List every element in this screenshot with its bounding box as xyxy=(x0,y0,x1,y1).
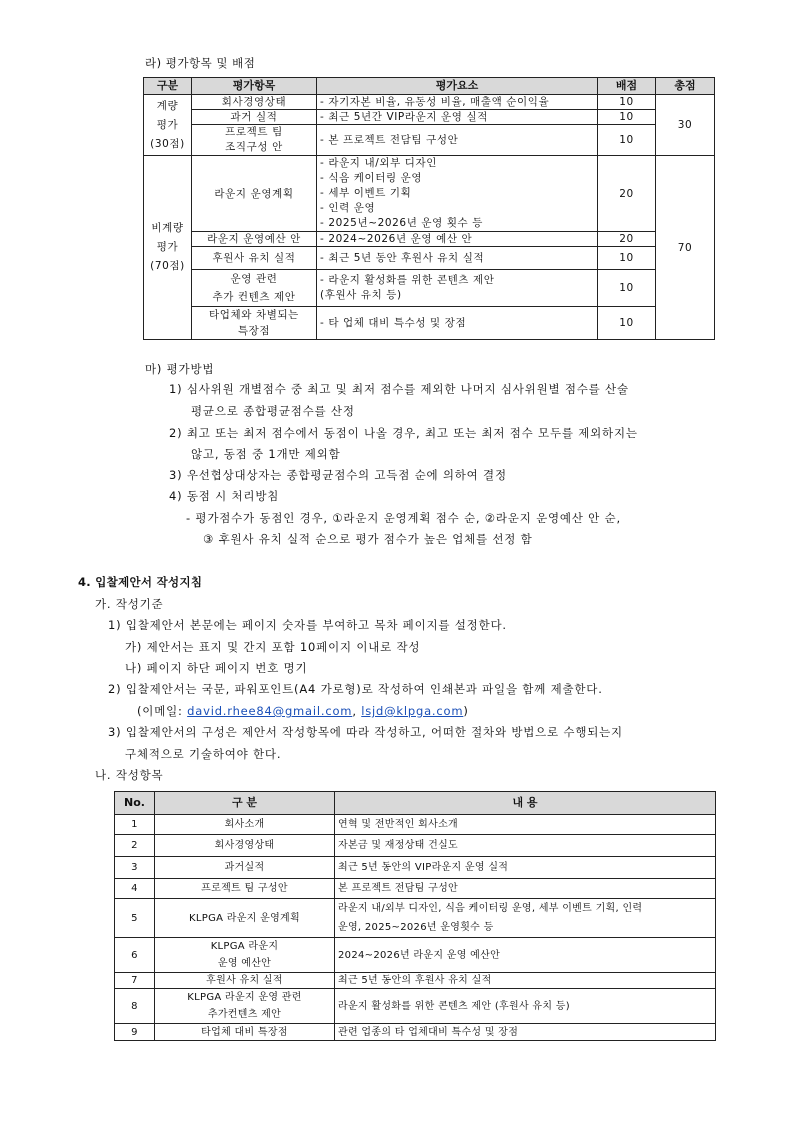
nonquant-group-line: (70점) xyxy=(150,260,185,272)
eval-element-cell xyxy=(317,95,598,110)
eval-item-line: 특장점 xyxy=(237,325,271,337)
items-no: 4 xyxy=(115,879,155,899)
eval-element-cell xyxy=(317,307,598,340)
quant-row xyxy=(144,95,715,110)
items-content xyxy=(338,881,712,896)
eval-element-line: - 최근 5년간 VIP라운지 운영 실적 xyxy=(320,111,488,123)
eval-element-cell xyxy=(317,156,598,232)
method-item-2-cont: 않고, 동점 중 1개만 제외함 xyxy=(191,447,341,461)
nonquant-group xyxy=(147,219,188,276)
items-no: 6 xyxy=(115,938,155,973)
eval-item xyxy=(195,251,313,265)
eval-element xyxy=(320,232,594,246)
eval-element-line: - 2024~2026년 운영 예산 안 xyxy=(320,233,473,245)
eval-element-line: - 세부 이벤트 기획 xyxy=(320,187,412,199)
items-content-cell xyxy=(335,835,716,857)
header-score: 배점 xyxy=(598,78,656,95)
items-row xyxy=(115,973,716,989)
eval-score: 10 xyxy=(598,270,656,307)
nonquant-row xyxy=(144,247,715,270)
eval-item-line: 후원사 유치 실적 xyxy=(212,252,296,264)
items-category-line: KLPGA 라운지 xyxy=(210,941,279,952)
items-content xyxy=(338,838,712,853)
eval-element-cell xyxy=(317,125,598,156)
items-content-cell xyxy=(335,938,716,973)
quant-group-line: (30점) xyxy=(150,137,185,150)
guide-line-1: 1) 입찰제안서 본문에는 페이지 숫자를 부여하고 목차 페이지를 설정한다. xyxy=(108,618,507,632)
nonquant-group-line: 평가 xyxy=(156,241,179,253)
items-content-line: 2024~2026년 라운지 운영 예산안 xyxy=(338,949,501,961)
items-content-line: 운영, 2025~2026년 운영횟수 등 xyxy=(338,922,494,933)
items-row xyxy=(115,879,716,899)
eval-item-cell xyxy=(192,232,317,247)
items-content xyxy=(338,860,712,875)
quant-total: 30 xyxy=(656,95,715,156)
eval-item-line: 조직구성 안 xyxy=(225,141,283,153)
eval-element-line: - 라운지 내/외부 디자인 xyxy=(320,157,438,169)
items-content-line: 연혁 및 전반적인 회사소개 xyxy=(338,819,458,830)
eval-element-cell xyxy=(317,270,598,307)
eval-element-cell xyxy=(317,247,598,270)
items-no: 3 xyxy=(115,857,155,879)
items-category-line: 프로젝트 팀 구성안 xyxy=(201,883,288,894)
eval-item xyxy=(195,270,313,306)
writing-items-table xyxy=(114,791,716,1041)
items-content-line: 본 프로젝트 전담팀 구성안 xyxy=(338,883,458,894)
eval-score: 10 xyxy=(598,125,656,156)
email-link-david[interactable]: david.rhee84@gmail.com xyxy=(187,704,353,718)
items-content-line: 최근 5년 동안의 VIP라운지 운영 실적 xyxy=(338,862,509,873)
items-content xyxy=(338,899,712,937)
items-category xyxy=(158,989,331,1023)
eval-score: 10 xyxy=(598,247,656,270)
items-category xyxy=(158,838,331,853)
eval-score: 10 xyxy=(598,307,656,340)
items-no: 9 xyxy=(115,1024,155,1041)
items-category-cell xyxy=(155,857,335,879)
items-content-cell xyxy=(335,989,716,1024)
method-heading: 마) 평가방법 xyxy=(145,362,215,376)
items-content xyxy=(338,948,712,963)
eval-element-line: - 타 업체 대비 특수성 및 장점 xyxy=(320,317,467,329)
quant-group-line: 평가 xyxy=(156,118,179,131)
email-prefix: (이메일: xyxy=(137,704,188,718)
eval-score: 10 xyxy=(598,110,656,125)
quant-group xyxy=(147,97,188,154)
items-content xyxy=(338,817,712,832)
items-category-cell xyxy=(155,989,335,1024)
eval-score: 20 xyxy=(598,156,656,232)
items-header-category: 구 분 xyxy=(155,792,335,815)
items-no: 8 xyxy=(115,989,155,1024)
items-category-line: 회사경영상태 xyxy=(214,840,275,851)
eval-element-cell xyxy=(317,232,598,247)
items-category xyxy=(158,938,331,972)
method-item-2: 2) 최고 또는 최저 점수에서 동점이 나올 경우, 최고 또는 최저 점수 모두를 제외하지는 xyxy=(169,426,638,440)
eval-item xyxy=(195,125,313,155)
eval-score: 10 xyxy=(598,95,656,110)
header-total: 총점 xyxy=(656,78,715,95)
guide-line-1b: 나) 페이지 하단 페이지 번호 명기 xyxy=(125,661,308,675)
evaluation-table xyxy=(143,77,715,340)
items-content-line: 관련 업종의 타 업체대비 특수성 및 장점 xyxy=(338,1026,519,1038)
section4-title: 4. 입찰제안서 작성지침 xyxy=(78,575,203,589)
nonquant-group-label xyxy=(144,156,192,340)
guide-line-3: 3) 입찰제안서의 구성은 제안서 작성항목에 따라 작성하고, 어떠한 절차와 방법으로 수행되는지 xyxy=(108,725,623,739)
email-separator: , xyxy=(352,704,362,718)
items-content-cell xyxy=(335,1024,716,1041)
items-content-line: 라운지 활성화를 위한 콘텐츠 제안 (후원사 유치 등) xyxy=(338,1000,570,1012)
items-category-cell xyxy=(155,879,335,899)
items-no: 7 xyxy=(115,973,155,989)
items-header-no: No. xyxy=(115,792,155,815)
items-header-row xyxy=(115,792,716,815)
items-category-cell xyxy=(155,899,335,938)
eval-element-line: (후원사 유치 등) xyxy=(320,289,402,301)
guide-line-2: 2) 입찰제안서는 국문, 파워포인트(A4 가로형)로 작성하여 인쇄본과 파일을 함께 제출한다. xyxy=(108,682,603,696)
eval-element-cell xyxy=(317,110,598,125)
eval-element-line: - 본 프로젝트 전담팀 구성안 xyxy=(320,134,459,146)
items-category-cell xyxy=(155,815,335,835)
section4-ga: 가. 작성기준 xyxy=(95,597,164,611)
items-category-cell xyxy=(155,835,335,857)
items-content-cell xyxy=(335,815,716,835)
eval-element-line: - 라운지 활성화를 위한 콘텐츠 제안 xyxy=(320,274,495,286)
items-category xyxy=(158,1025,331,1040)
eval-item-line: 라운지 운영예산 안 xyxy=(207,233,301,245)
email-suffix: ) xyxy=(463,704,469,718)
section4-na: 나. 작성항목 xyxy=(95,768,164,782)
items-row xyxy=(115,857,716,879)
eval-item-cell xyxy=(192,270,317,307)
items-no: 2 xyxy=(115,835,155,857)
eval-item-line: 과거 실적 xyxy=(230,111,278,123)
eval-element-line: - 자기자본 비율, 유동성 비율, 매출액 순이익율 xyxy=(320,96,550,108)
items-category-line: 후원사 유치 실적 xyxy=(206,975,283,986)
quant-row xyxy=(144,125,715,156)
eval-item-cell xyxy=(192,95,317,110)
guide-line-1a: 가) 제안서는 표지 및 간지 포함 10페이지 이내로 작성 xyxy=(125,640,421,654)
items-category-line: 타업체 대비 특장점 xyxy=(201,1026,288,1038)
items-content-cell xyxy=(335,879,716,899)
eval-element xyxy=(320,251,594,265)
method-item-1: 1) 심사위원 개별점수 중 최고 및 최저 점수를 제외한 나머지 심사위원별 점수를 산술 xyxy=(169,382,629,396)
items-category-line: 회사소개 xyxy=(224,819,265,830)
guide-line-3-cont: 구체적으로 기술하여야 한다. xyxy=(125,747,282,761)
nonquant-row xyxy=(144,232,715,247)
eval-item-cell xyxy=(192,247,317,270)
quant-group-label xyxy=(144,95,192,156)
items-category xyxy=(158,881,331,896)
eval-item xyxy=(195,95,313,109)
eval-item-line: 프로젝트 팀 xyxy=(225,126,283,138)
items-category xyxy=(158,817,331,832)
items-category-line: 운영 예산안 xyxy=(217,958,272,969)
items-content-cell xyxy=(335,857,716,879)
eval-element-line: - 2025년~2026년 운영 횟수 등 xyxy=(320,217,483,229)
header-item: 평가항목 xyxy=(192,78,317,95)
items-content-line: 자본금 및 재정상태 건실도 xyxy=(338,840,458,851)
quant-row xyxy=(144,110,715,125)
eval-heading: 라) 평가항목 및 배점 xyxy=(145,56,256,70)
items-no: 1 xyxy=(115,815,155,835)
items-content xyxy=(338,999,712,1014)
eval-element xyxy=(320,156,594,231)
method-item-4-detail: - 평가점수가 동점인 경우, ①라운지 운영계획 점수 순, ②라운지 운영예산 안 순, xyxy=(186,511,621,525)
nonquant-row xyxy=(144,307,715,340)
eval-element xyxy=(320,273,594,303)
eval-item-cell xyxy=(192,125,317,156)
items-category-line: 과거실적 xyxy=(224,862,265,873)
eval-item-line: 추가 컨텐츠 제안 xyxy=(212,291,296,303)
header-category: 구분 xyxy=(144,78,192,95)
eval-element-line: - 식음 케이터링 운영 xyxy=(320,172,423,184)
header-element: 평가요소 xyxy=(317,78,598,95)
items-no: 5 xyxy=(115,899,155,938)
eval-element xyxy=(320,110,594,124)
email-line xyxy=(137,703,469,719)
eval-item-cell xyxy=(192,156,317,232)
items-category xyxy=(158,973,331,988)
eval-element-line: - 최근 5년 동안 후원사 유치 실적 xyxy=(320,252,485,264)
eval-item-line: 회사경영상태 xyxy=(221,96,287,108)
items-row xyxy=(115,989,716,1024)
nonquant-group-line: 비계량 xyxy=(151,222,184,234)
items-category-line: 추가컨텐츠 제안 xyxy=(207,1009,282,1020)
items-category-line: KLPGA 라운지 운영계획 xyxy=(189,912,300,924)
eval-item-line: 라운지 운영계획 xyxy=(214,187,294,200)
method-item-4: 4) 동점 시 처리방침 xyxy=(169,489,280,503)
eval-item-cell xyxy=(192,110,317,125)
eval-header-row xyxy=(144,78,715,95)
items-content-cell xyxy=(335,899,716,938)
items-category-cell xyxy=(155,938,335,973)
quant-group-line: 계량 xyxy=(156,99,179,112)
eval-score: 20 xyxy=(598,232,656,247)
eval-element xyxy=(320,95,594,109)
items-content-line: 최근 5년 동안의 후원사 유치 실적 xyxy=(338,975,492,986)
method-item-4-detail-cont: ③ 후원사 유치 실적 순으로 평가 점수가 높은 업체를 선정 함 xyxy=(203,532,533,546)
nonquant-total: 70 xyxy=(656,156,715,340)
eval-item-line: 타업체와 차별되는 xyxy=(209,309,299,321)
eval-item-cell xyxy=(192,307,317,340)
email-link-klpga[interactable]: lsjd@klpga.com xyxy=(361,704,464,718)
items-category xyxy=(158,860,331,875)
eval-element xyxy=(320,133,594,147)
items-row xyxy=(115,938,716,973)
items-category-line: KLPGA 라운지 운영 관련 xyxy=(187,992,302,1003)
items-content-line: 라운지 내/외부 디자인, 식음 케이터링 운영, 세부 이벤트 기획, 인력 xyxy=(338,903,643,914)
eval-item xyxy=(195,187,313,201)
nonquant-row xyxy=(144,270,715,307)
items-row xyxy=(115,815,716,835)
eval-item xyxy=(195,110,313,124)
eval-element-line: - 인력 운영 xyxy=(320,202,376,214)
items-category-cell xyxy=(155,1024,335,1041)
eval-item xyxy=(195,232,313,246)
method-item-1-cont: 평균으로 종합평균점수를 산정 xyxy=(191,404,355,418)
items-header-content: 내 용 xyxy=(335,792,716,815)
eval-element xyxy=(320,316,594,330)
items-content xyxy=(338,1025,712,1040)
items-row xyxy=(115,899,716,938)
items-row xyxy=(115,1024,716,1041)
items-content-cell xyxy=(335,973,716,989)
nonquant-row xyxy=(144,156,715,232)
method-item-3: 3) 우선협상대상자는 종합평균점수의 고득점 순에 의하여 결정 xyxy=(169,468,507,482)
eval-item-line: 운영 관련 xyxy=(230,273,278,285)
items-category-cell xyxy=(155,973,335,989)
items-row xyxy=(115,835,716,857)
items-category xyxy=(158,911,331,926)
items-content xyxy=(338,973,712,988)
eval-item xyxy=(195,307,313,339)
